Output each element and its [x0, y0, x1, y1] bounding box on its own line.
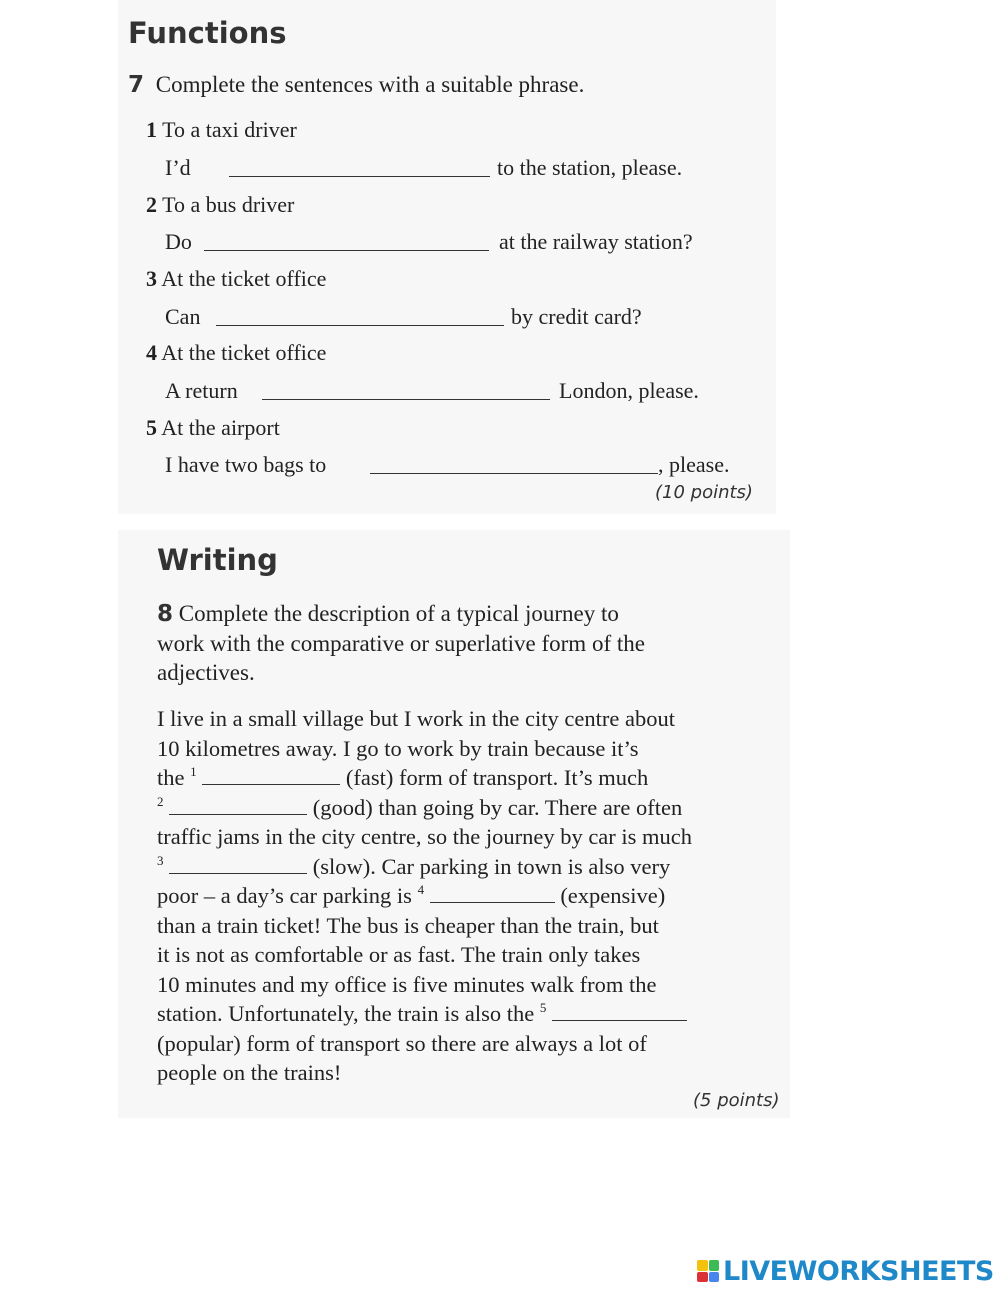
- paragraph-line: [157, 793, 797, 823]
- paragraph-text: (good) than going by car. There are often: [312, 794, 683, 820]
- item-context: [146, 117, 297, 143]
- item-sentence-before: Can: [165, 304, 201, 329]
- item-context-text: At the airport: [161, 415, 280, 440]
- exercise-number: 7: [128, 72, 145, 98]
- item-sentence-before: I have two bags to: [165, 452, 327, 477]
- item-number: 3: [146, 266, 157, 291]
- item-sentence-after: at the railway station?: [499, 229, 693, 254]
- paragraph-line: 10 kilometres away. I go to work by train because it’s: [157, 735, 639, 761]
- writing-points: (5 points): [693, 1090, 780, 1111]
- answer-blank-4[interactable]: [262, 399, 550, 400]
- logo-block: [697, 1260, 708, 1271]
- item-number: 2: [146, 192, 157, 217]
- gap-blank-2[interactable]: [169, 794, 307, 815]
- instruction-line: [157, 599, 777, 629]
- exercise-number: 8: [157, 601, 174, 627]
- exercise-7-instruction: [128, 72, 584, 98]
- item-context: [146, 192, 294, 218]
- paragraph-line: [157, 852, 797, 882]
- item-sentence-before: Do: [165, 229, 192, 254]
- gap-blank-5[interactable]: [552, 1000, 687, 1021]
- gap-blank-3[interactable]: [169, 853, 307, 874]
- item-sentence-after: to the station, please.: [497, 155, 683, 180]
- logo-text: LIVEWORKSHEETS: [723, 1255, 994, 1287]
- item-context: [146, 415, 280, 441]
- item-sentence-after: by credit card?: [511, 304, 642, 329]
- gap-number: 5: [539, 1000, 547, 1015]
- item-context-text: To a bus driver: [162, 192, 295, 217]
- paragraph-text: (slow). Car parking in town is also very: [312, 853, 671, 879]
- logo-block: [709, 1272, 720, 1283]
- gap-blank-1[interactable]: [202, 764, 340, 785]
- item-context: [146, 266, 326, 292]
- item-number: 4: [146, 340, 157, 365]
- journey-paragraph: [157, 704, 797, 1088]
- paragraph-line: people on the trains!: [157, 1060, 342, 1085]
- gap-number: 1: [190, 764, 197, 779]
- answer-blank-5[interactable]: [370, 473, 658, 474]
- paragraph-text: (fast) form of transport. It’s much: [345, 765, 649, 790]
- gap-number: 2: [157, 793, 164, 809]
- paragraph-text: (expensive): [560, 883, 666, 908]
- exercise-8-instruction: [157, 599, 777, 687]
- logo-blocks-icon: [697, 1260, 719, 1282]
- logo-block: [709, 1260, 720, 1271]
- item-context-text: At the ticket office: [161, 266, 327, 291]
- instruction-text: Complete the description of a typical journey to: [178, 601, 619, 626]
- item-sentence-after: London, please.: [559, 378, 699, 403]
- paragraph-line: 10 minutes and my office is five minutes walk from the: [157, 971, 657, 997]
- liveworksheets-logo: [697, 1256, 994, 1286]
- paragraph-line: I live in a small village but I work in the city centre about: [157, 706, 675, 731]
- item-number: 5: [146, 415, 157, 440]
- instruction-text: Complete the sentences with a suitable phrase.: [155, 72, 585, 97]
- answer-blank-1[interactable]: [229, 176, 490, 177]
- answer-blank-3[interactable]: [216, 325, 504, 326]
- paragraph-line: [157, 999, 797, 1029]
- gap-number: 4: [417, 882, 425, 897]
- paragraph-text: poor – a day’s car parking is: [157, 883, 412, 908]
- functions-points: (10 points): [655, 482, 753, 503]
- item-context-text: At the ticket office: [161, 340, 327, 365]
- paragraph-text: station. Unfortunately, the train is also the: [157, 1001, 535, 1026]
- gap-number: 3: [157, 852, 164, 868]
- item-sentence-before: A return: [165, 378, 238, 403]
- instruction-line: work with the comparative or superlative form of the: [157, 631, 645, 656]
- paragraph-line: [157, 881, 797, 911]
- functions-heading: Functions: [128, 16, 287, 50]
- item-number: 1: [146, 117, 157, 142]
- paragraph-line: traffic jams in the city centre, so the journey by car is much: [157, 824, 693, 849]
- item-sentence-after: , please.: [658, 452, 730, 477]
- instruction-line: adjectives.: [157, 660, 255, 685]
- gap-blank-4[interactable]: [430, 882, 555, 903]
- paragraph-text: the: [157, 765, 185, 790]
- answer-blank-2[interactable]: [204, 250, 489, 251]
- item-context-text: To a taxi driver: [162, 117, 297, 142]
- paragraph-line: [157, 763, 797, 793]
- paragraph-line: (popular) form of transport so there are always a lot of: [157, 1030, 647, 1056]
- paragraph-line: it is not as comfortable or as fast. The train only takes: [157, 942, 641, 967]
- writing-heading: Writing: [157, 543, 278, 577]
- paragraph-line: than a train ticket! The bus is cheaper than the train, but: [157, 912, 659, 938]
- logo-block: [697, 1272, 708, 1283]
- item-sentence-before: I’d: [165, 155, 191, 180]
- item-context: [146, 340, 326, 366]
